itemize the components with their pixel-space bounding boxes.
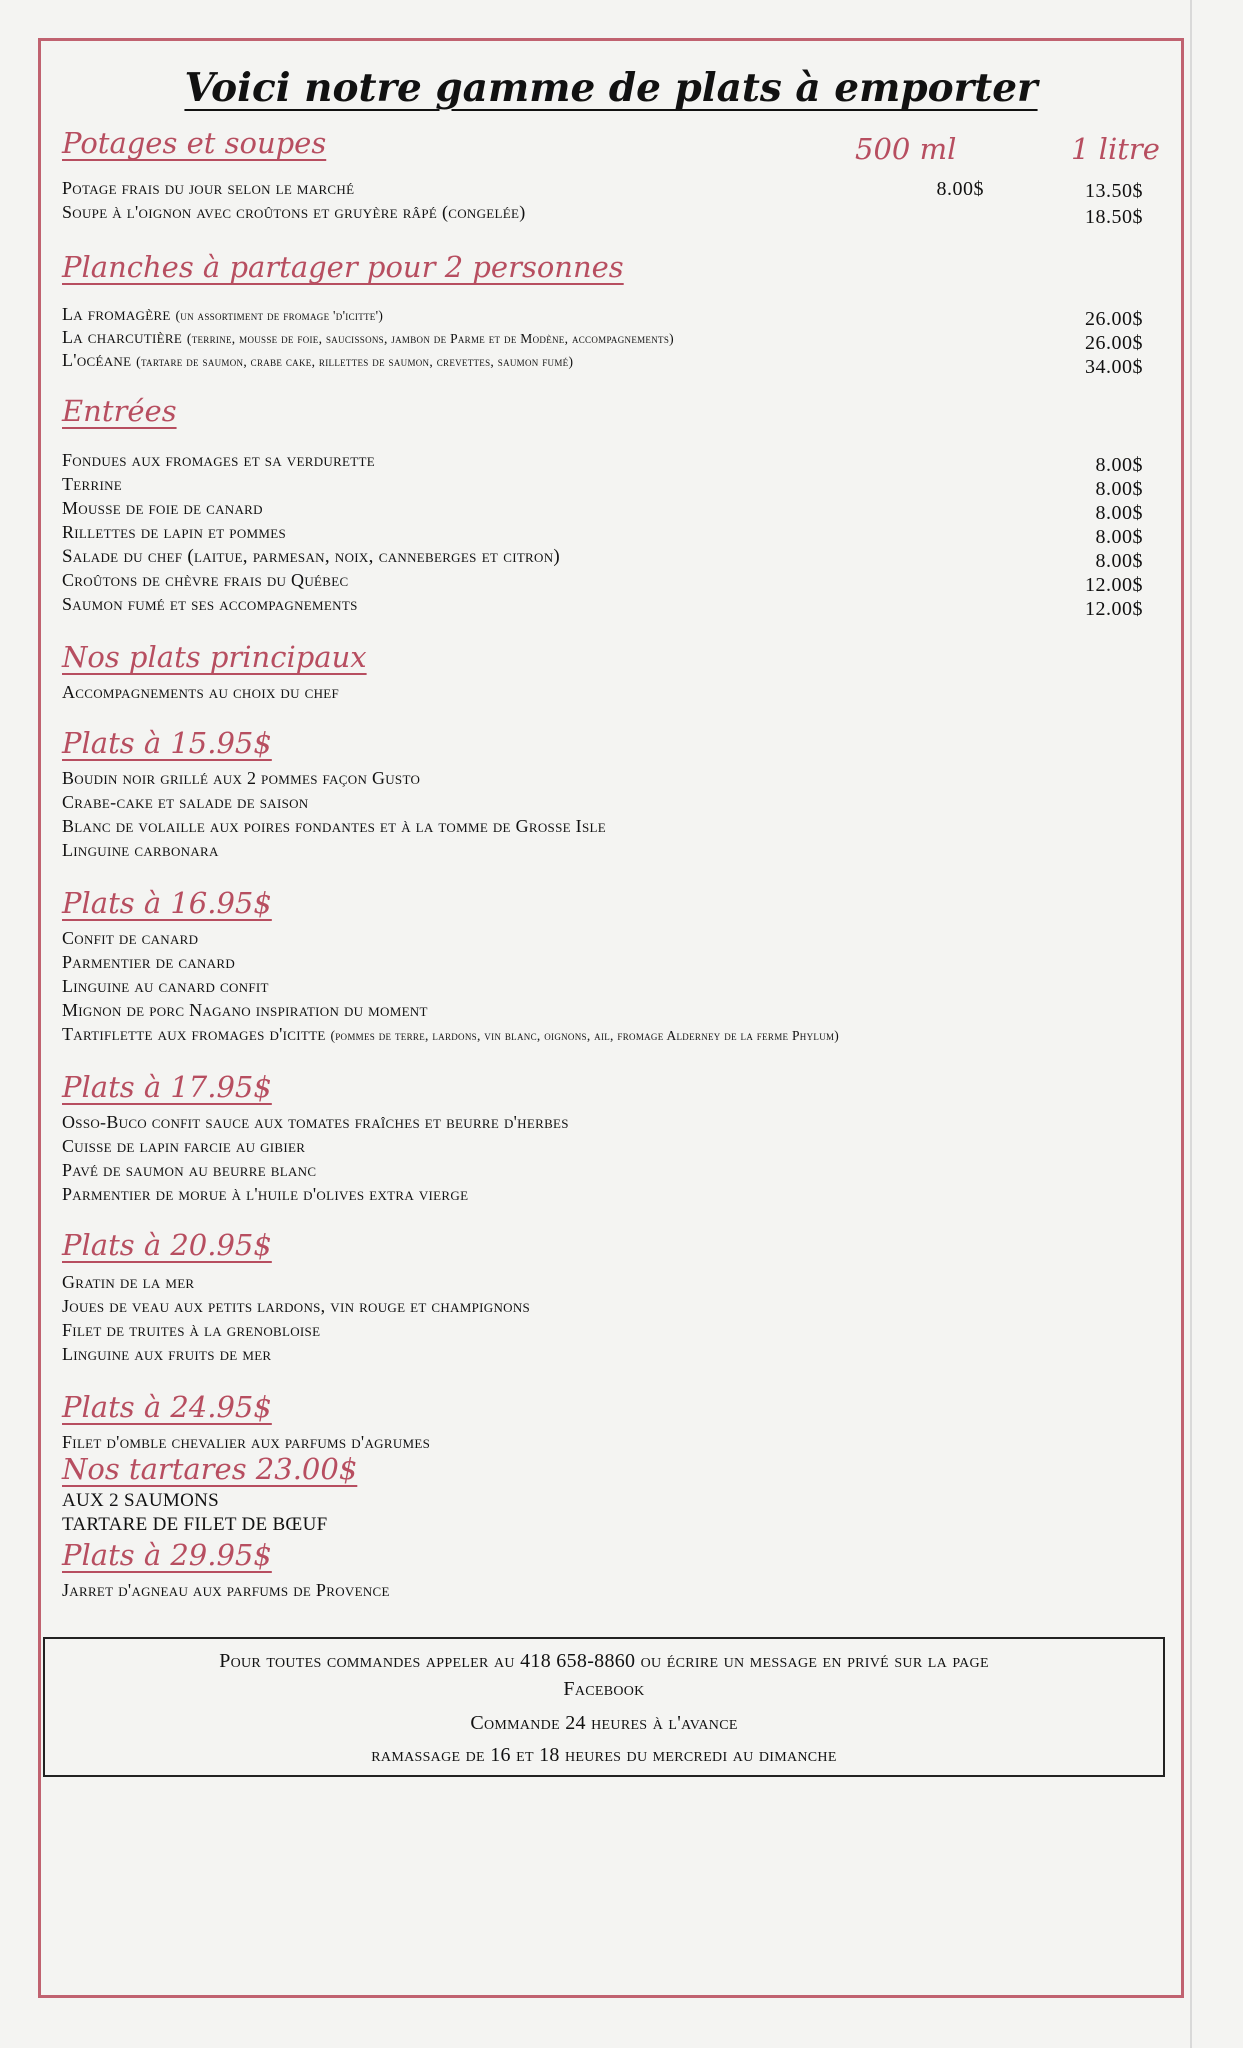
section-1695-heading: Plats à 16.95$ [62, 886, 272, 920]
info-line-pickup: ramassage de 16 et 18 heures du mercredi au dimanche [371, 1744, 837, 1766]
principaux-note: Accompagnements au choix du chef [62, 682, 340, 702]
menu-item: Mousse de foie de canard [62, 498, 263, 518]
menu-item: Croûtons de chèvre frais du Québec [62, 570, 349, 590]
menu-item: Osso-Buco confit sauce aux tomates fraîches et beurre d'herbes [62, 1112, 569, 1132]
item-detail: (un assortiment de fromage 'd'icitte') [175, 308, 384, 323]
menu-item: Pavé de saumon au beurre blanc [62, 1160, 317, 1180]
item-detail: (tartare de saumon, crabe cake, rillettes de saumon, crevettes, saumon fumé) [136, 354, 574, 369]
menu-item: Potage frais du jour selon le marché [62, 178, 355, 198]
info-line-facebook: Facebook [563, 1678, 645, 1700]
menu-item: Blanc de volaille aux poires fondantes et à la tomme de Grosse Isle [62, 816, 606, 836]
item-price: 8.00$ [1095, 550, 1143, 572]
section-entrees-heading: Entrées [62, 394, 177, 428]
section-planches-heading: Planches à partager pour 2 personnes [62, 250, 624, 284]
section-1795-heading: Plats à 17.95$ [62, 1070, 272, 1104]
item-detail: (terrine, mousse de foie, saucissons, jambon de Parme et de Modène, accompagnements) [186, 331, 674, 346]
menu-title: Voici notre gamme de plats à emporter [184, 65, 1038, 111]
section-2995-heading: Plats à 29.95$ [62, 1538, 272, 1572]
ordering-info-box [43, 1637, 1165, 1777]
item-price-1l: 13.50$ [1085, 180, 1143, 202]
menu-item [62, 351, 1163, 369]
menu-item: Gratin de la mer [62, 1272, 195, 1292]
menu-item: Mignon de porc Nagano inspiration du moment [62, 1000, 428, 1020]
menu-item: Saumon fumé et ses accompagnements [62, 594, 358, 614]
menu-item [62, 328, 1163, 346]
menu-frame [38, 38, 1184, 1998]
menu-item: TARTARE DE FILET DE BŒUF [62, 1514, 328, 1535]
menu-item: Parmentier de canard [62, 952, 236, 972]
menu-item: Crabe-cake et salade de saison [62, 792, 309, 812]
item-name: L'océane [62, 350, 132, 370]
menu-item: Confit de canard [62, 928, 199, 948]
menu-item: Boudin noir grillé aux 2 pommes façon Gusto [62, 768, 421, 788]
menu-item [62, 1025, 1163, 1043]
menu-item: Fondues aux fromages et sa verdurette [62, 450, 376, 470]
section-principaux-heading: Nos plats principaux [62, 640, 367, 674]
item-detail: (pommes de terre, lardons, vin blanc, oignons, ail, fromage Alderney de la ferme Phylum) [330, 1028, 840, 1043]
section-2095-heading: Plats à 20.95$ [62, 1228, 272, 1262]
item-price: 12.00$ [1085, 598, 1143, 620]
item-price: 26.00$ [1085, 332, 1143, 354]
menu-item: Jarret d'agneau aux parfums de Provence [62, 1580, 390, 1600]
page-edge [1190, 0, 1192, 2048]
menu-item: Linguine carbonara [62, 840, 219, 860]
menu-item: Cuisse de lapin farcie au gibier [62, 1136, 306, 1156]
section-2495-heading: Plats à 24.95$ [62, 1390, 272, 1424]
item-price: 34.00$ [1085, 356, 1143, 378]
menu-item [62, 305, 1163, 323]
menu-item: Linguine aux fruits de mer [62, 1344, 272, 1364]
item-price: 8.00$ [1095, 478, 1143, 500]
info-line-advance: Commande 24 heures à l'avance [470, 1712, 738, 1734]
item-price-1l: 18.50$ [1085, 206, 1143, 228]
item-name: La fromagère [62, 304, 171, 324]
item-price: 26.00$ [1085, 308, 1143, 330]
item-price: 8.00$ [1095, 526, 1143, 548]
item-name: Tartiflette aux fromages d'icitte [62, 1024, 326, 1044]
item-name: La charcutière [62, 327, 183, 347]
menu-item: Linguine au canard confit [62, 976, 269, 996]
menu-item: Rillettes de lapin et pommes [62, 522, 287, 542]
section-1595-heading: Plats à 15.95$ [62, 726, 272, 760]
menu-item: Filet de truites à la grenobloise [62, 1320, 321, 1340]
item-price: 12.00$ [1085, 574, 1143, 596]
section-tartares-heading: Nos tartares 23.00$ [62, 1452, 358, 1486]
item-price: 8.00$ [1095, 454, 1143, 476]
menu-item: Soupe à l'oignon avec croûtons et gruyère râpé (congelée) [62, 202, 526, 222]
menu-item: Filet d'omble chevalier aux parfums d'agrumes [62, 1432, 431, 1452]
menu-item: Salade du chef (laitue, parmesan, noix, canneberges et citron) [62, 546, 561, 567]
col-1litre: 1 litre [1071, 132, 1160, 166]
col-500ml: 500 ml [855, 132, 957, 166]
section-soupes-heading: Potages et soupes [62, 126, 327, 160]
item-price: 8.00$ [1095, 502, 1143, 524]
menu-item: AUX 2 SAUMONS [62, 1490, 219, 1511]
info-line-order: Pour toutes commandes appeler au 418 658-8860 ou écrire un message en privé sur la page [219, 1650, 989, 1672]
menu-item: Joues de veau aux petits lardons, vin rouge et champignons [62, 1296, 531, 1316]
item-price-500: 8.00$ [936, 178, 984, 200]
menu-item: Parmentier de morue à l'huile d'olives extra vierge [62, 1184, 469, 1204]
menu-item: Terrine [62, 474, 123, 494]
